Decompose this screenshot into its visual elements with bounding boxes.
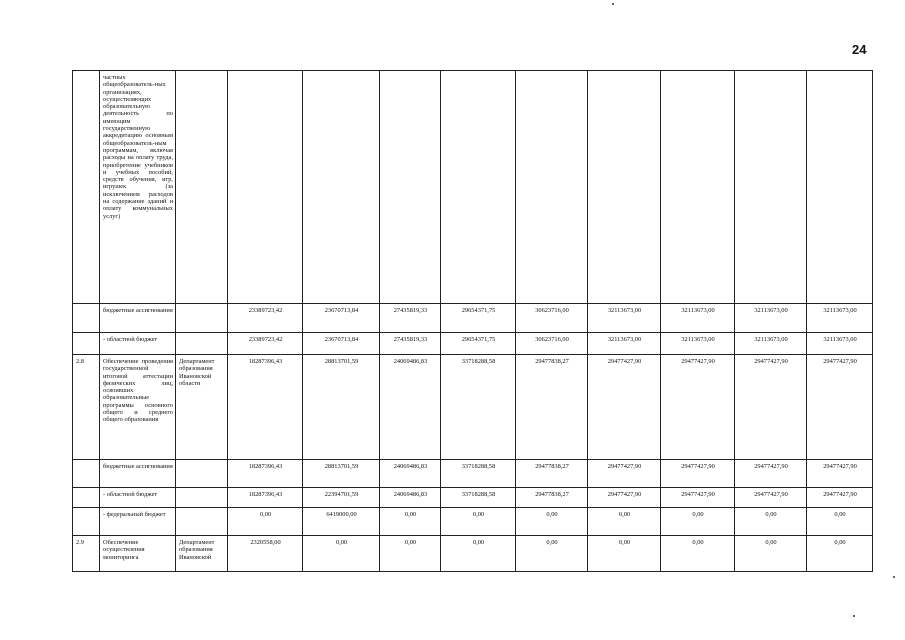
value-cell: 0,00 bbox=[661, 508, 735, 536]
value-cell: 2320558,00 bbox=[228, 536, 303, 572]
row-code bbox=[73, 71, 100, 304]
value-cell bbox=[516, 71, 588, 304]
value-cell: 29477427,90 bbox=[588, 488, 661, 508]
value-cell: 24069486,83 bbox=[380, 488, 441, 508]
value-cell: 28813701,59 bbox=[303, 355, 380, 460]
row-executor bbox=[176, 508, 228, 536]
value-cell: 29654371,75 bbox=[441, 304, 516, 333]
row-executor bbox=[176, 488, 228, 508]
row-name: - федеральный бюджет bbox=[100, 508, 176, 536]
value-cell: 0,00 bbox=[441, 508, 516, 536]
value-cell: 32113673,00 bbox=[588, 304, 661, 333]
value-cell: 24069486,83 bbox=[380, 355, 441, 460]
value-cell: 0,00 bbox=[588, 508, 661, 536]
value-cell: 32113673,00 bbox=[807, 333, 873, 355]
value-cell: 0,00 bbox=[807, 508, 873, 536]
value-cell bbox=[661, 71, 735, 304]
value-cell: 18287396,43 bbox=[228, 488, 303, 508]
value-cell: 23670713,84 bbox=[303, 333, 380, 355]
value-cell: 0,00 bbox=[735, 536, 807, 572]
value-cell: 0,00 bbox=[441, 536, 516, 572]
value-cell: 32113673,00 bbox=[735, 304, 807, 333]
value-cell bbox=[441, 71, 516, 304]
row-code bbox=[73, 333, 100, 355]
value-cell: 0,00 bbox=[380, 536, 441, 572]
scan-speck bbox=[893, 576, 895, 578]
value-cell: 29477427,90 bbox=[661, 488, 735, 508]
value-cell: 33718288,58 bbox=[441, 460, 516, 488]
value-cell: 22394701,59 bbox=[303, 488, 380, 508]
table-row bbox=[73, 460, 873, 488]
value-cell: 29477838,27 bbox=[516, 355, 588, 460]
row-executor bbox=[176, 460, 228, 488]
value-cell: 33718288,58 bbox=[441, 488, 516, 508]
row-code bbox=[73, 508, 100, 536]
row-name: - областной бюджет bbox=[100, 333, 176, 355]
table-row bbox=[73, 71, 873, 304]
value-cell: 29477427,90 bbox=[588, 460, 661, 488]
page-number: 24 bbox=[852, 42, 867, 57]
table-row bbox=[73, 488, 873, 508]
value-cell: 27435819,33 bbox=[380, 333, 441, 355]
value-cell: 24069486,83 bbox=[380, 460, 441, 488]
table-row bbox=[73, 536, 873, 572]
value-cell: 32113673,00 bbox=[735, 333, 807, 355]
value-cell: 29477427,90 bbox=[807, 488, 873, 508]
value-cell: 32113673,00 bbox=[661, 304, 735, 333]
row-executor bbox=[176, 304, 228, 333]
scan-speck bbox=[612, 3, 614, 5]
value-cell: 33718288,58 bbox=[441, 355, 516, 460]
value-cell: 30623716,00 bbox=[516, 333, 588, 355]
value-cell bbox=[380, 71, 441, 304]
value-cell: 29477427,90 bbox=[807, 460, 873, 488]
row-name: бюджетные ассигнования bbox=[100, 460, 176, 488]
value-cell: 32113673,00 bbox=[807, 304, 873, 333]
value-cell: 28813701,59 bbox=[303, 460, 380, 488]
value-cell bbox=[228, 71, 303, 304]
row-code bbox=[73, 460, 100, 488]
row-executor bbox=[176, 333, 228, 355]
row-name: Обеспечение проведения государственной итоговой аттестации физических лиц, освоивших образовательные программы основного общего и среднего общего образования bbox=[100, 355, 176, 460]
value-cell: 0,00 bbox=[228, 508, 303, 536]
value-cell: 23670713,84 bbox=[303, 304, 380, 333]
row-name: бюджетные ассигнования bbox=[100, 304, 176, 333]
table-row bbox=[73, 355, 873, 460]
row-executor: Департамент образования Ивановской области bbox=[176, 355, 228, 460]
value-cell: 30623716,00 bbox=[516, 304, 588, 333]
scan-speck bbox=[853, 615, 855, 617]
value-cell bbox=[303, 71, 380, 304]
row-name: частных общеобразователь-ных организациях, осуществляющих образовательную деятельность по имеющим государственную аккредитацию основным общеобразователь-ным программам, включая расходы на оплату труда, приобретение учебников и учебных пособий, средств обучения, игр, игрушек (за исключением расходов на содержание зданий и оплату коммунальных услуг) bbox=[100, 71, 176, 304]
row-name: Обеспечение осуществления мониторинга bbox=[100, 536, 176, 572]
value-cell: 6419000,00 bbox=[303, 508, 380, 536]
value-cell: 0,00 bbox=[661, 536, 735, 572]
value-cell: 0,00 bbox=[516, 508, 588, 536]
value-cell: 29654371,75 bbox=[441, 333, 516, 355]
budget-table bbox=[72, 70, 873, 572]
row-code bbox=[73, 304, 100, 333]
row-executor: Департамент образования Ивановской bbox=[176, 536, 228, 572]
value-cell: 0,00 bbox=[516, 536, 588, 572]
table-row bbox=[73, 333, 873, 355]
value-cell: 27435819,33 bbox=[380, 304, 441, 333]
value-cell: 32113673,00 bbox=[661, 333, 735, 355]
value-cell: 29477427,90 bbox=[661, 355, 735, 460]
value-cell: 0,00 bbox=[380, 508, 441, 536]
value-cell: 29477427,90 bbox=[735, 488, 807, 508]
row-code: 2.8 bbox=[73, 355, 100, 460]
value-cell: 29477427,90 bbox=[661, 460, 735, 488]
value-cell: 18287396,43 bbox=[228, 355, 303, 460]
value-cell bbox=[735, 71, 807, 304]
value-cell: 0,00 bbox=[303, 536, 380, 572]
row-executor bbox=[176, 71, 228, 304]
value-cell: 29477427,90 bbox=[735, 460, 807, 488]
value-cell: 29477427,90 bbox=[588, 355, 661, 460]
value-cell: 29477838,27 bbox=[516, 460, 588, 488]
row-code bbox=[73, 488, 100, 508]
row-name: - областной бюджет bbox=[100, 488, 176, 508]
table-row bbox=[73, 304, 873, 333]
value-cell: 0,00 bbox=[735, 508, 807, 536]
table-row bbox=[73, 508, 873, 536]
value-cell: 29477838,27 bbox=[516, 488, 588, 508]
value-cell: 23389723,42 bbox=[228, 304, 303, 333]
row-code: 2.9 bbox=[73, 536, 100, 572]
value-cell: 0,00 bbox=[588, 536, 661, 572]
value-cell: 23389723,42 bbox=[228, 333, 303, 355]
value-cell: 18287396,43 bbox=[228, 460, 303, 488]
value-cell bbox=[807, 71, 873, 304]
value-cell: 29477427,90 bbox=[735, 355, 807, 460]
value-cell: 0,00 bbox=[807, 536, 873, 572]
value-cell bbox=[588, 71, 661, 304]
value-cell: 32113673,00 bbox=[588, 333, 661, 355]
value-cell: 29477427,90 bbox=[807, 355, 873, 460]
